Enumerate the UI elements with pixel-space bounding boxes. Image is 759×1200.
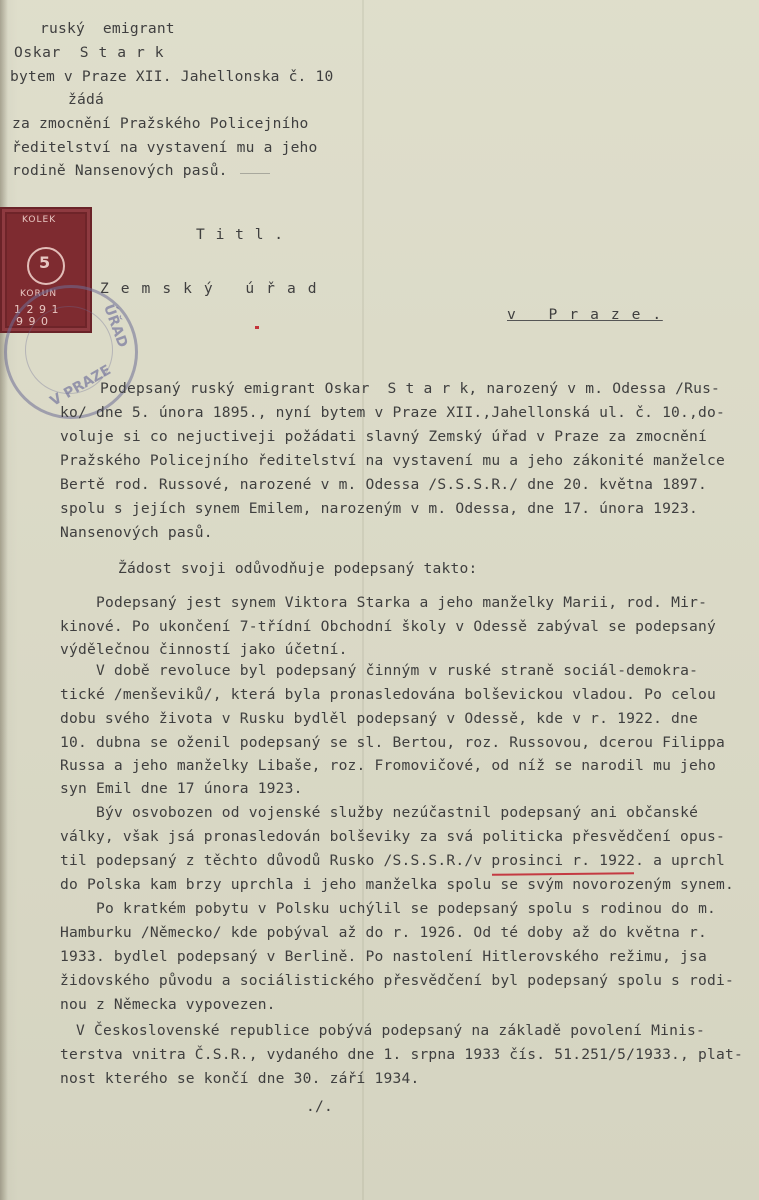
- header-line-7: rodině Nansenových pasů.: [12, 162, 228, 179]
- office-seal: [4, 285, 138, 419]
- body-line: ko/ dne 5. února 1895., nyní bytem v Praze XII.,Jahellonská ul. č. 10.,do-: [60, 404, 725, 421]
- addressee-city: v P r a z e .: [507, 306, 663, 323]
- body-line: voluje si co nejuctiveji požádati slavný Zemský úřad v Praze za zmocnění: [60, 428, 708, 445]
- body-line: Býv osvobozen od vojenské služby nezúčastnil podepsaný ani občanské: [96, 804, 699, 821]
- body-line: til podepsaný z těchto důvodů Rusko /S.S.S.R./v prosinci r. 1922. a uprchl: [60, 852, 725, 869]
- red-ink-mark: [255, 326, 259, 329]
- body-line: Žádost svoji odůvodňuje podepsaný takto:: [118, 560, 478, 577]
- body-line: Bertě rod. Russové, narozené v m. Odessa /S.S.S.R./ dne 20. května 1897.: [60, 476, 708, 493]
- header-line-3: bytem v Praze XII. Jahellonska č. 10: [10, 68, 334, 85]
- header-line-5: za zmocnění Pražského Policejního: [12, 115, 309, 132]
- body-line: 10. dubna se oženil podepsaný se sl. Bertou, roz. Russovou, dcerou Filippa: [60, 734, 725, 751]
- body-line: tické /menševiků/, která byla pronasledována bolševickou vladou. Po celou: [60, 686, 716, 703]
- page-edge-shadow: [0, 0, 8, 1200]
- body-line: Hamburku /Německo/ kde pobýval až do r. 1926. Od té doby až do května r.: [60, 924, 708, 941]
- salutation: T i t l .: [196, 226, 285, 243]
- seal-text-right: ÚŘAD: [100, 302, 131, 350]
- body-line: války, však jsá pronasledován bolševiky za svá politicka přesvědčení opus-: [60, 828, 725, 845]
- header-line-4: žádá: [68, 91, 104, 108]
- header-line-2: Oskar S t a r k: [14, 44, 165, 61]
- body-line: Pražského Policejního ředitelství na vystavení mu a jeho zákonité manželce: [60, 452, 725, 469]
- body-line: V době revoluce byl podepsaný činným v ruské straně sociál-demokra-: [96, 662, 699, 679]
- stamp-top-label: KOLEK: [22, 215, 57, 225]
- body-line: V Československé republice pobývá podepsaný na základě povolení Minis-: [76, 1022, 706, 1039]
- body-line: Podepsaný jest synem Viktora Starka a jeho manželky Marii, rod. Mir-: [96, 594, 708, 611]
- stamp-year-marks: 1 2 9 1: [14, 303, 60, 316]
- pencil-dash-mark: [240, 173, 270, 174]
- seal-text-bottom: V PRAZE: [47, 362, 114, 410]
- body-line: výdělečnou činností jako účetní.: [60, 641, 348, 658]
- stamp-bottom-marks: 9 9 0: [16, 315, 49, 328]
- body-line: židovského původu a sociálistického přesvědčení byl podepsaný spolu s rodi-: [60, 972, 734, 989]
- stamp-value: 5: [39, 253, 52, 272]
- body-line: Nansenových pasů.: [60, 524, 213, 541]
- body-line: nost kterého se končí dne 30. září 1934.: [60, 1070, 420, 1087]
- body-line: syn Emil dne 17 února 1923.: [60, 780, 303, 797]
- body-line: Po kratkém pobytu v Polsku uchýlil se podepsaný spolu s rodinou do m.: [96, 900, 717, 917]
- body-line: Russa a jeho manželky Libaše, roz. Fromovičové, od níž se narodil mu jeho: [60, 757, 716, 774]
- addressee-office: Z e m s k ý ú ř a d: [100, 280, 319, 297]
- body-line: Podepsaný ruský emigrant Oskar S t a r k, narozený v m. Odessa /Rus-: [100, 380, 721, 397]
- body-line: nou z Německa vypovezen.: [60, 996, 276, 1013]
- header-line-1: ruský emigrant: [40, 20, 175, 37]
- stamp-currency: KORUN: [20, 289, 58, 299]
- end-mark: ./.: [306, 1098, 333, 1115]
- header-line-6: ředitelství na vystavení mu a jeho: [12, 139, 318, 156]
- body-line: terstva vnitra Č.S.R., vydaného dne 1. srpna 1933 čís. 51.251/5/1933., plat-: [60, 1046, 743, 1063]
- body-line: 1933. bydlel podepsaný v Berlině. Po nastolení Hitlerovského režimu, jsa: [60, 948, 708, 965]
- body-line: dobu svého života v Rusku bydlěl podepsaný v Odessě, kde v r. 1922. dne: [60, 710, 699, 727]
- body-line: kinové. Po ukončení 7-třídní Obchodní školy v Odessě zabýval se podepsaný: [60, 618, 716, 635]
- body-line: spolu s jejích synem Emilem, narozeným v m. Odessa, dne 17. února 1923.: [60, 500, 699, 517]
- body-line: do Polska kam brzy uprchla i jeho manželka spolu se svým novorozeným synem.: [60, 876, 734, 893]
